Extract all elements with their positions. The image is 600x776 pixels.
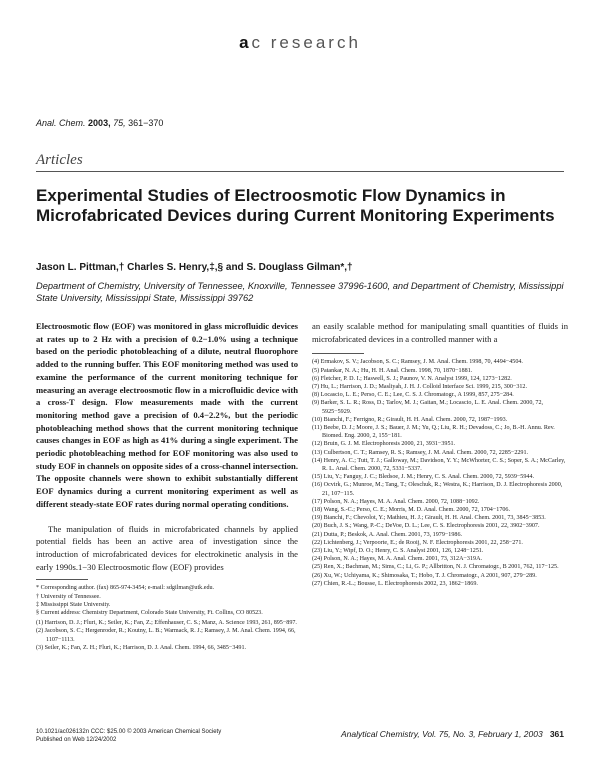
brand-rest: c research [251, 33, 361, 52]
reference: (10) Bianchi, F.; Ferrigno, R.; Girault, H. H. Anal. Chem. 2000, 72, 1987−1993. [312, 416, 508, 423]
reference: (7) Hu, L.; Harrison, J. D.; Masliyah, J. H. J. Colloid Interface Sci. 1999, 215, 300−312. [312, 384, 527, 391]
footnote: * Corresponding author. (fax) 865-974-3454; e-mail: sdgilman@utk.edu. [36, 585, 215, 592]
reference-list-left [36, 619, 298, 652]
reference: (18) Wang, S.-C.; Perso, C. E.; Morris, M. D. Anal. Chem. 2000, 72, 1704−1706. [312, 507, 510, 514]
reference: (15) Liu, Y.; Fanguy, J. C.; Bledsoe, J. M.; Henry, C. S. Anal. Chem. 2000, 72, 5939−5944. [312, 474, 535, 481]
reference: (16) Ocvirk, G.; Munroe, M.; Tang, T.; Oleschuk, R.; Westra, K.; Harrison, D. J. Electrophoresis 2000, 21, 107−115. [312, 482, 563, 497]
reference: (24) Polson, N. A.; Hayes, M. A. Anal. Chem. 2001, 73, 312A−319A. [312, 556, 482, 563]
author-list: Jason L. Pittman,† Charles S. Henry,‡,§ and S. Douglass Gilman*,† [36, 262, 353, 273]
citation-pages: 361−370 [128, 118, 164, 128]
footer-journal-line: Analytical Chemistry, Vol. 75, No. 3, February 1, 2003 [340, 729, 543, 739]
reference: (17) Polson, N. A.; Hayes, M. A. Anal. Chem. 2000, 72, 1088−1092. [312, 498, 480, 505]
reference-divider [312, 353, 364, 354]
section-label: Articles [36, 152, 83, 168]
reference: (13) Culbertson, C. T.; Ramsey, R. S.; Ramsey, J. M. Anal. Chem. 2000, 72, 2285−2291. [312, 449, 529, 456]
journal-brand [0, 33, 600, 53]
brand-bold-letter: a [239, 33, 252, 52]
abstract: Electroosmotic flow (EOF) was monitored in glass microfluidic devices at rates up to 2 Hz with a precision of 0.2−1.0% using a technique based on the periodic photobleaching of a dilute, neutral fluorophore added to the running buffer. This EOF monitoring method was used to examine the performance of the current monitoring technique for measuring an average electroosmotic flow in a microfluidic device with a cross-T design. Flow measurements made with the current monitoring method gave a precision of 0.4−2.2%, but the periodic photobleaching method shows that the current monitoring technique causes changes in EOF as high as 41% during a single experiment. The periodic photobleaching method for EOF monitoring was also used to study EOF in channels on opposite sides of a cross-channel intersection. The opposite channels were shown to exhibit substantially different EOF dynamics during a current monitoring experiment as well as different steady-state EOF rates during normal operating conditions. [36, 321, 298, 509]
footer-doi: 10.1021/ac026132n CCC: $25.00 © 2003 American Chemical Society [36, 729, 222, 735]
reference: (14) Henry, A. C.; Tutt, T. J.; Galloway, M.; Davidson, Y. Y.; McWhorter, C. S.; Soper, S. A.; McCarley, R. L. Anal. Chem. 2000, 72, 5331−5337. [312, 457, 566, 473]
reference: (8) Locascio, L. E.; Perso, C. E.; Lee, C. S. J. Chromatogr., A 1999, 857, 275−284. [312, 392, 514, 399]
reference: (2) Jacobson, S. C.; Hergenroder, R.; Koutny, L. B.; Warmack, R. J.; Ramsey, J. M. Anal. Chem. 1994, 66, 1107−1113. [36, 628, 296, 643]
footnote: ‡ Mississippi State University. [36, 601, 111, 608]
intro-continued: an easily scalable method for manipulating small quantities of fluids in microfabricated devices in a controlled manner with a [312, 321, 568, 344]
reference: (12) Bruin, G. J. M. Electrophoresis 2000, 21, 3931−3951. [312, 441, 456, 448]
footer-published: Published on Web 12/24/2002 [36, 737, 117, 743]
reference: (6) Fletcher, P. D. I.; Haswell, S. J.; Paunov, V. N. Analyst 1999, 124, 1273−1282. [312, 375, 512, 382]
affiliation: Department of Chemistry, University of Tennessee, Knoxville, Tennessee 37996-1600, and Department of Chemistry, Mississippi State University, Mississippi State, Mississippi 39762 [36, 281, 564, 303]
reference: (27) Chien, R.-L.; Bousse, L. Electrophoresis 2002, 23, 1862−1869. [312, 580, 478, 587]
reference: (20) Buch, J. S.; Wang, P.-C.; DeVoe, D. L.; Lee, C. S. Electrophoresis 2001, 22, 3902−3907. [312, 523, 540, 530]
reference: (25) Ren, X.; Bachman, M.; Sims, C.; Li, G. P.; Allbritton, N. J. Chromatogr., B 2001, 762, 117−125. [312, 564, 559, 571]
reference: (23) Liu, Y.; Wipf, D. O.; Henry, C. S. Analyst 2001, 126, 1248−1251. [312, 548, 484, 555]
footer-publication-info [36, 728, 221, 744]
intro-paragraph: The manipulation of fluids in microfabricated channels by applied potential fields has been an active area of investigation since the introduction of microfabricated devices for electrokinetic analysis in the early 1990s.1−30 Electroosmotic flow (EOF) provides [36, 523, 298, 572]
page-number: 361 [549, 729, 564, 739]
footnote: § Current address: Chemistry Department, Colorado State University, Ft. Collins, CO 80523. [36, 609, 263, 616]
reference: (22) Lichtenberg, J.; Verpoorte, E.; de Rooij, N. F. Electrophoresis 2001, 22, 258−271. [312, 539, 523, 546]
citation-journal: Anal. Chem. [36, 118, 86, 128]
citation-volume: 75, [113, 118, 126, 128]
footnote: † University of Tennessee. [36, 593, 101, 600]
reference: (4) Ermakov, S. V.; Jacobson, S. C.; Ramsey, J. M. Anal. Chem. 1998, 70, 4494−4504. [312, 359, 523, 366]
footer-journal [300, 729, 564, 739]
left-column [36, 320, 298, 652]
citation-year: 2003, [88, 118, 111, 128]
footnotes [36, 584, 298, 617]
reference: (9) Barker, S. L. R.; Ross, D.; Tarlov, M. J.; Gaitan, M.; Locascio, L. E. Anal. Chem. 2000, 72, 5925−5929. [312, 400, 544, 415]
reference: (21) Dutta, P.; Beskok, A. Anal. Chem. 2001, 73, 1979−1986. [312, 531, 463, 538]
section-divider [36, 171, 564, 172]
reference: (26) Xu, W.; Uchiyama, K.; Shimosaka, T.; Hobo, T. J. Chromatogr., A 2001, 907, 279−289. [312, 572, 537, 579]
reference: (1) Harrison, D. J.; Fluri, K.; Seiler, K.; Fan, Z.; Effenhauser, C. S.; Manz, A. Science 1993, 261, 895−897. [36, 620, 297, 627]
reference: (3) Seiler, K.; Fan, Z. H.; Fluri, K.; Harrison, D. J. Anal. Chem. 1994, 66, 3485−3491. [36, 644, 247, 651]
reference: (11) Beebe, D. J.; Moore, J. S.; Bauer, J. M.; Yu, Q.; Liu, R. H.; Devadoss, C.; Jo, B.-H. Annu. Rev. Biomed. Eng. 2000, 2, 155−181. [312, 425, 555, 440]
reference: (19) Bianchi, F.; Chevolot, Y.; Mathieu, H. J.; Girault, H. H. Anal. Chem. 2001, 73, 3845−3853. [312, 515, 546, 522]
reference: (5) Patankar, N. A.; Hu, H. H. Anal. Chem. 1998, 70, 1870−1881. [312, 367, 473, 374]
footnote-divider [36, 579, 88, 580]
reference-list-right [312, 358, 568, 588]
article-title: Experimental Studies of Electroosmotic Flow Dynamics in Microfabricated Devices during Current Monitoring Experiments [36, 186, 555, 225]
right-column [312, 320, 568, 588]
citation-line [36, 118, 163, 128]
